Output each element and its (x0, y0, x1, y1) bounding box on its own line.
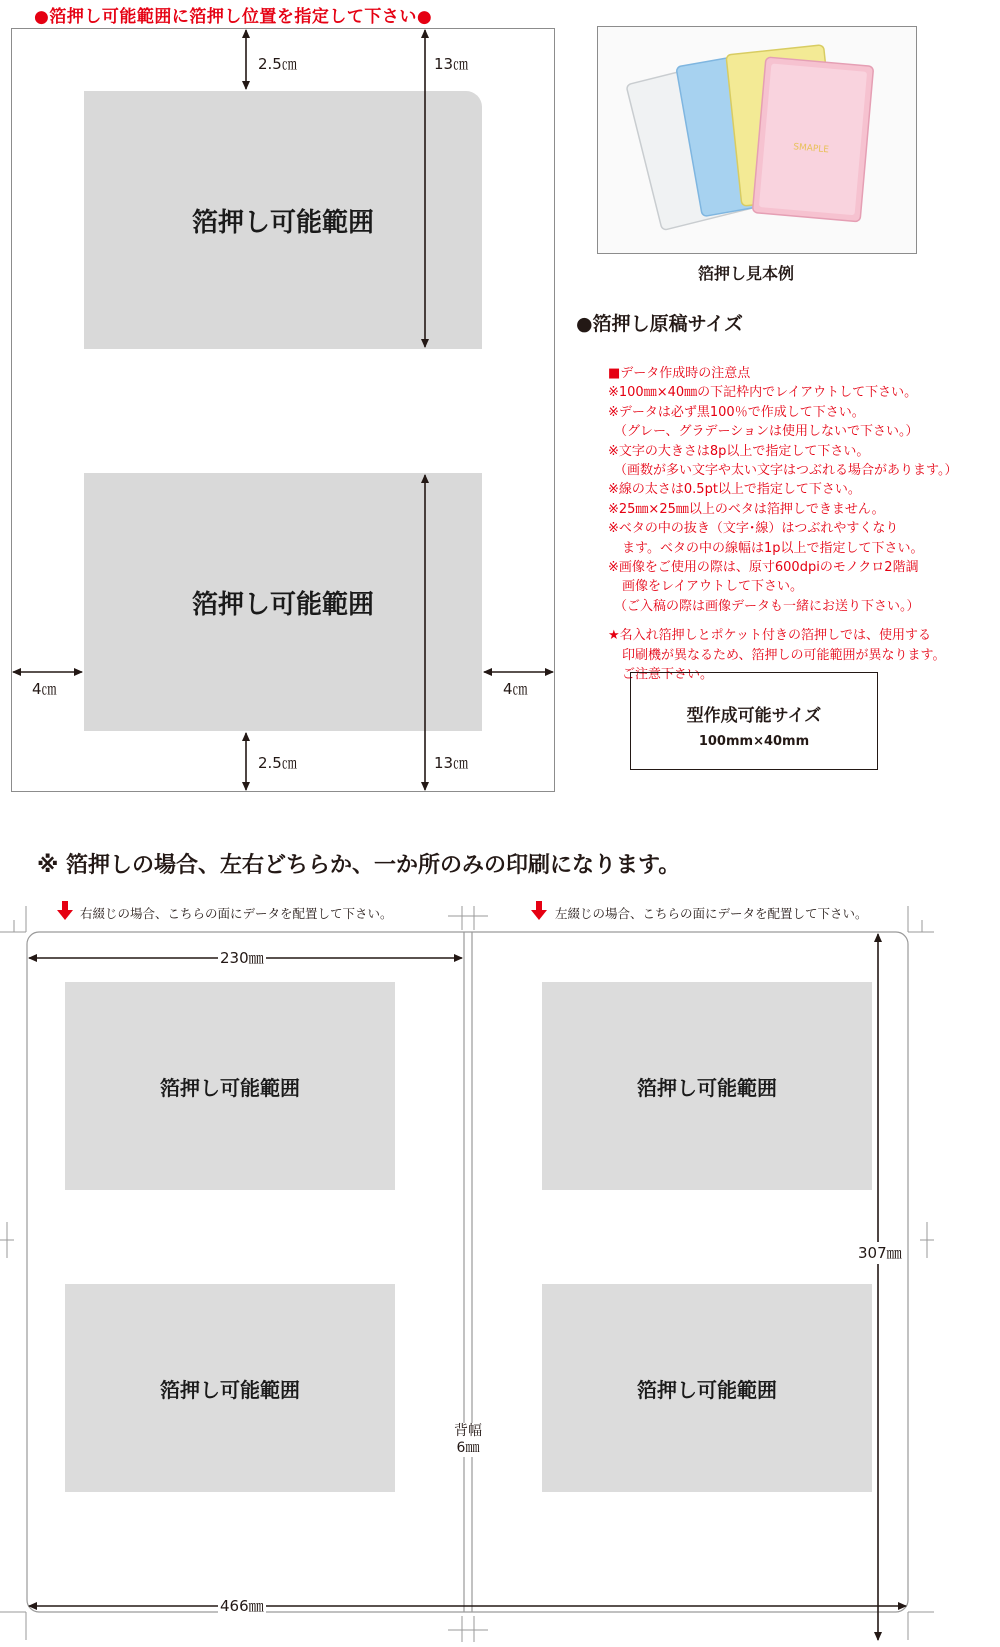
sample-photo (598, 27, 917, 254)
note-line: ※ベタの中の抜き（文字･線）はつぶれやすくなり (608, 521, 899, 537)
foil-area-right-bottom (542, 1284, 872, 1492)
dim-panel-width: 230㎜ (220, 949, 264, 967)
note-line: （画数が多い文字や太い文字はつぶれる場合があります。） (614, 463, 958, 479)
pink-file (752, 57, 873, 222)
note-line: ※文字の大きさは8p以上で指定して下さい。 (608, 443, 870, 459)
sample-photo-frame (597, 26, 917, 254)
foil-area-right-top (542, 982, 872, 1190)
dim-bottom-margin: 2.5㎝ (258, 754, 297, 772)
note-line: ※データは必ず黒100％で作成して下さい。 (608, 404, 865, 420)
foil-area-left-bottom (65, 1284, 395, 1492)
dim-left-margin: 4㎝ (32, 680, 57, 698)
spine-label (450, 1423, 486, 1457)
foil-area-label: 箔押し可能範囲 (160, 1075, 300, 1100)
spine-width-value: 6㎜ (456, 1440, 480, 1456)
dim-right-margin: 4㎝ (503, 680, 528, 698)
sample-caption: 箔押し見本例 (698, 264, 795, 283)
foil-area-lower-label: 箔押し可能範囲 (191, 589, 374, 620)
size-box-value: 100mm×40mm (698, 734, 810, 749)
foil-area-upper-label: 箔押し可能範囲 (191, 207, 374, 238)
left-instruction: 右綴じの場合、こちらの面にデータを配置して下さい。 (80, 906, 393, 921)
note-line: ■データ作成時の注意点 (608, 366, 751, 381)
note-line: ご注意下さい。 (622, 667, 714, 683)
dim-total-width: 466㎜ (220, 1597, 264, 1615)
note-line: ※25㎜×25㎜以上のベタは箔押しできません。 (608, 501, 885, 517)
notes-list (608, 364, 998, 685)
foil-area-label: 箔押し可能範囲 (637, 1075, 777, 1100)
dim-top-margin: 2.5㎝ (258, 55, 297, 73)
note-line: （ご入稿の際は画像データも一緒にお送り下さい。） (614, 598, 920, 614)
dim-height-upper: 13㎝ (434, 55, 469, 73)
top-title: ●箔押し可能範囲に箔押し位置を指定して下さい● (34, 7, 433, 27)
note-line: ※100㎜×40㎜の下記枠内でレイアウトして下さい。 (608, 385, 918, 401)
manuscript-heading: ●箔押し原稿サイズ (576, 313, 744, 335)
note-line: 画像をレイアウトして下さい。 (622, 579, 803, 595)
note-line: （グレー、グラデーションは使用しないで下さい。） (614, 424, 919, 440)
note-line: ます。ベタの中の線幅は1p以上で指定して下さい。 (622, 540, 924, 556)
note-line: ※線の太さは0.5pt以上で指定して下さい。 (608, 482, 861, 498)
dim-height-lower: 13㎝ (434, 754, 469, 772)
note-line: ★名入れ箔押しとポケット付きの箔押しでは、使用する (608, 628, 932, 644)
foil-area-left-top (65, 982, 395, 1190)
sample-foil-text: SMAPLE (792, 142, 830, 156)
dim-height-307: 307㎜ (858, 1244, 902, 1262)
single-print-notice: ※ 箔押しの場合、左右どちらか、一か所のみの印刷になります。 (37, 853, 681, 878)
spine-label-text: 背幅 (454, 1423, 482, 1439)
right-instruction: 左綴じの場合、こちらの面にデータを配置して下さい。 (555, 906, 868, 921)
note-line: 印刷機が異なるため、箔押しの可能範囲が異なります。 (622, 647, 946, 663)
foil-area-label: 箔押し可能範囲 (637, 1377, 777, 1402)
size-box (630, 672, 878, 770)
size-box-title: 型作成可能サイズ (686, 706, 822, 726)
foil-area-label: 箔押し可能範囲 (160, 1377, 300, 1402)
note-line: ※画像をご使用の際は、原寸600dpiのモノクロ2階調 (608, 560, 919, 576)
